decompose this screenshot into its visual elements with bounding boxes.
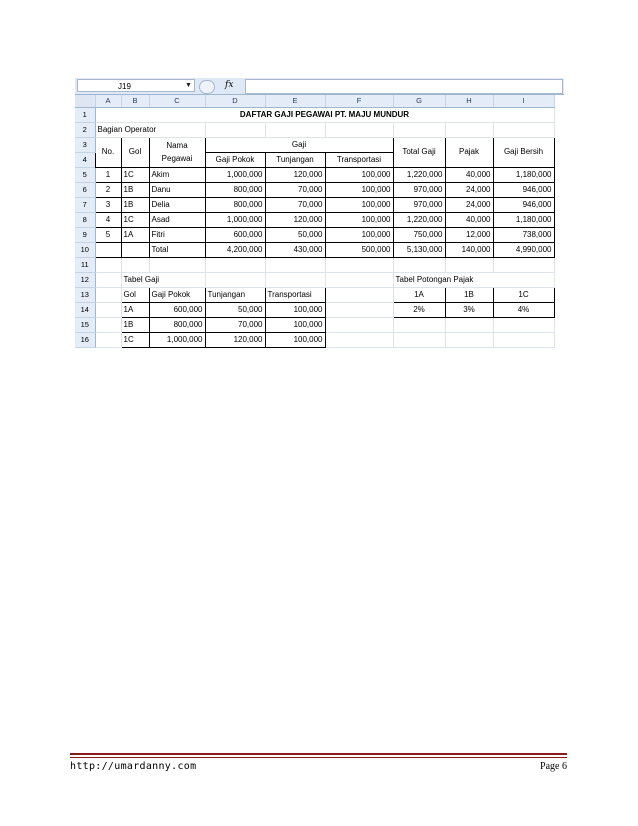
cell[interactable] [95, 302, 121, 317]
tabel-gaji-cell[interactable]: 1C [121, 332, 149, 347]
cell-gaji-bersih[interactable]: 738,000 [493, 227, 554, 242]
tabel-gaji-cell[interactable]: 600,000 [149, 302, 205, 317]
total-label[interactable]: Total [149, 242, 205, 257]
row-header[interactable]: 7 [75, 197, 95, 212]
total-row [75, 242, 554, 257]
column-header[interactable]: A [95, 95, 121, 107]
tabel-gaji-cell[interactable]: 100,000 [265, 332, 325, 347]
row-header[interactable]: 6 [75, 182, 95, 197]
cell[interactable] [205, 122, 265, 137]
cell[interactable] [121, 242, 149, 257]
cell[interactable] [205, 257, 265, 272]
cell[interactable] [325, 257, 393, 272]
worksheet-grid [75, 95, 555, 348]
cell[interactable] [95, 272, 121, 287]
cell-pajak[interactable]: 24,000 [445, 197, 493, 212]
footer-divider [70, 753, 567, 755]
cell[interactable] [445, 317, 493, 332]
header-gaji-bersih[interactable]: Gaji Bersih [493, 137, 554, 167]
chevron-down-icon[interactable]: ▼ [185, 82, 192, 89]
sheet-row [75, 317, 554, 332]
table-row [75, 212, 554, 227]
cell-tunjangan[interactable]: 50,000 [265, 227, 325, 242]
header-nama[interactable]: Nama Pegawai [149, 137, 205, 167]
cell-total-gaji[interactable]: 1,220,000 [393, 167, 445, 182]
cell[interactable] [325, 317, 393, 332]
tabel-gaji-cell[interactable]: 100,000 [265, 302, 325, 317]
row-header[interactable]: 4 [75, 152, 95, 167]
sheet-row [75, 257, 554, 272]
cell[interactable] [493, 317, 554, 332]
cell[interactable] [393, 257, 445, 272]
cell-nama[interactable]: Danu [149, 182, 205, 197]
column-headers [75, 95, 554, 107]
cell[interactable] [149, 257, 205, 272]
cell[interactable] [445, 332, 493, 347]
cell[interactable] [95, 332, 121, 347]
cell-gaji-pokok[interactable]: 800,000 [205, 182, 265, 197]
cell-pajak[interactable]: 12,000 [445, 227, 493, 242]
cell[interactable] [445, 257, 493, 272]
total-total-gaji[interactable]: 5,130,000 [393, 242, 445, 257]
cell-no[interactable]: 3 [95, 197, 121, 212]
cell[interactable] [205, 272, 265, 287]
title-cell[interactable] [95, 107, 554, 122]
sheet-title: DAFTAR GAJI PEGAWAI PT. MAJU MUNDUR [239, 109, 410, 119]
header-no[interactable]: No. [95, 137, 121, 167]
select-all-corner[interactable] [75, 95, 95, 107]
formula-input[interactable] [245, 79, 563, 94]
tabel-gaji-title[interactable]: Tabel Gaji [121, 272, 205, 287]
sheet-row [75, 287, 554, 302]
cell-no[interactable]: 4 [95, 212, 121, 227]
cell-transportasi[interactable]: 100,000 [325, 182, 393, 197]
tabel-gaji-cell[interactable]: 100,000 [265, 317, 325, 332]
spreadsheet-screenshot [75, 78, 564, 370]
cell-gaji-pokok[interactable]: 1,000,000 [205, 212, 265, 227]
cell-gaji-bersih[interactable]: 946,000 [493, 197, 554, 212]
cell[interactable] [265, 272, 325, 287]
row-header[interactable]: 5 [75, 167, 95, 182]
cell-transportasi[interactable]: 100,000 [325, 212, 393, 227]
formula-bar [75, 78, 564, 95]
cell[interactable] [325, 287, 393, 302]
table-row [75, 167, 554, 182]
table-row [75, 197, 554, 212]
footer-url[interactable]: http://umardanny.com [70, 761, 197, 772]
cell-total-gaji[interactable]: 970,000 [393, 182, 445, 197]
cell[interactable] [393, 122, 445, 137]
cell[interactable] [95, 257, 121, 272]
row-header[interactable]: 8 [75, 212, 95, 227]
cell[interactable] [393, 317, 445, 332]
cell-gaji-bersih[interactable]: 946,000 [493, 182, 554, 197]
cell-no[interactable]: 5 [95, 227, 121, 242]
cell-gaji-pokok[interactable]: 600,000 [205, 227, 265, 242]
name-box[interactable]: J19 [77, 79, 195, 92]
tabel-gaji-header[interactable]: Tunjangan [205, 287, 265, 302]
tabel-pajak-header[interactable]: 1A [393, 287, 445, 302]
cell-pajak[interactable]: 40,000 [445, 167, 493, 182]
column-header[interactable]: H [445, 95, 493, 107]
tabel-gaji-header[interactable]: Transportasi [265, 287, 325, 302]
footer-page-number: Page 6 [540, 761, 567, 772]
tabel-pajak-title[interactable]: Tabel Potongan Pajak [393, 272, 554, 287]
cell[interactable] [493, 257, 554, 272]
cell[interactable] [393, 332, 445, 347]
sheet-row [75, 137, 554, 152]
column-header[interactable]: G [393, 95, 445, 107]
tabel-gaji-cell[interactable]: 50,000 [205, 302, 265, 317]
formula-cancel-icon[interactable] [199, 80, 215, 94]
cell-tunjangan[interactable]: 70,000 [265, 182, 325, 197]
header-gaji[interactable]: Gaji [205, 137, 393, 152]
row-header[interactable]: 12 [75, 272, 95, 287]
total-pajak[interactable]: 140,000 [445, 242, 493, 257]
tabel-pajak-header[interactable]: 1B [445, 287, 493, 302]
cell-gol[interactable]: 1B [121, 182, 149, 197]
cell-gaji-pokok[interactable]: 800,000 [205, 197, 265, 212]
cell[interactable] [493, 122, 554, 137]
cell-total-gaji[interactable]: 1,220,000 [393, 212, 445, 227]
function-icon[interactable]: fx [225, 80, 234, 90]
row-header[interactable]: 9 [75, 227, 95, 242]
cell-nama[interactable]: Fitri [149, 227, 205, 242]
tabel-gaji-cell[interactable]: 1,000,000 [149, 332, 205, 347]
cell[interactable] [445, 122, 493, 137]
cell[interactable] [325, 302, 393, 317]
tabel-gaji-cell[interactable]: 70,000 [205, 317, 265, 332]
column-header[interactable]: C [149, 95, 205, 107]
cell-pajak[interactable]: 24,000 [445, 182, 493, 197]
table-row [75, 227, 554, 242]
header-gaji-pokok[interactable]: Gaji Pokok [205, 152, 265, 167]
header-gol[interactable]: Gol [121, 137, 149, 167]
row-header[interactable]: 11 [75, 257, 95, 272]
total-transportasi[interactable]: 500,000 [325, 242, 393, 257]
row-header[interactable]: 3 [75, 137, 95, 152]
sheet-row [75, 272, 554, 287]
header-total-gaji[interactable]: Total Gaji [393, 137, 445, 167]
cell-gol[interactable]: 1A [121, 227, 149, 242]
cell[interactable] [95, 287, 121, 302]
tabel-gaji-cell[interactable]: 1A [121, 302, 149, 317]
cell-no[interactable]: 2 [95, 182, 121, 197]
cell-nama[interactable]: Delia [149, 197, 205, 212]
tabel-pajak-value[interactable]: 2% [393, 302, 445, 317]
row-header[interactable]: 10 [75, 242, 95, 257]
cell-transportasi[interactable]: 100,000 [325, 227, 393, 242]
total-gaji-pokok[interactable]: 4,200,000 [205, 242, 265, 257]
cell[interactable] [325, 122, 393, 137]
tabel-gaji-cell[interactable]: 120,000 [205, 332, 265, 347]
tabel-gaji-header[interactable]: Gol [121, 287, 149, 302]
row-header[interactable]: 16 [75, 332, 95, 347]
row-header[interactable]: 13 [75, 287, 95, 302]
cell-nama[interactable]: Akim [149, 167, 205, 182]
sheet-row [75, 107, 554, 122]
cell-gaji-bersih[interactable]: 1,180,000 [493, 167, 554, 182]
cell-tunjangan[interactable]: 120,000 [265, 212, 325, 227]
cell-gol[interactable]: 1C [121, 167, 149, 182]
column-header[interactable]: B [121, 95, 149, 107]
cell-nama[interactable]: Asad [149, 212, 205, 227]
cell-transportasi[interactable]: 100,000 [325, 167, 393, 182]
footer-divider [70, 757, 567, 758]
cell-gaji-bersih[interactable]: 1,180,000 [493, 212, 554, 227]
sheet-row [75, 302, 554, 317]
tabel-pajak-header[interactable]: 1C [493, 287, 554, 302]
column-header[interactable]: E [265, 95, 325, 107]
cell-tunjangan[interactable]: 120,000 [265, 167, 325, 182]
header-transportasi[interactable]: Transportasi [325, 152, 393, 167]
row-header[interactable]: 15 [75, 317, 95, 332]
cell-transportasi[interactable]: 100,000 [325, 197, 393, 212]
section-label[interactable]: Bagian Operator [95, 122, 205, 137]
sheet-row [75, 122, 554, 137]
header-pajak[interactable]: Pajak [445, 137, 493, 167]
total-gaji-bersih[interactable]: 4,990,000 [493, 242, 554, 257]
tabel-pajak-value[interactable]: 3% [445, 302, 493, 317]
row-header[interactable]: 1 [75, 107, 95, 122]
cell-gol[interactable]: 1C [121, 212, 149, 227]
total-tunjangan[interactable]: 430,000 [265, 242, 325, 257]
cell[interactable] [95, 317, 121, 332]
sheet-row [75, 332, 554, 347]
cell-total-gaji[interactable]: 750,000 [393, 227, 445, 242]
cell[interactable] [121, 257, 149, 272]
cell[interactable] [95, 242, 121, 257]
header-tunjangan[interactable]: Tunjangan [265, 152, 325, 167]
row-header[interactable]: 2 [75, 122, 95, 137]
cell[interactable] [265, 257, 325, 272]
row-header[interactable]: 14 [75, 302, 95, 317]
cell[interactable] [493, 332, 554, 347]
cell-gol[interactable]: 1B [121, 197, 149, 212]
cell-tunjangan[interactable]: 70,000 [265, 197, 325, 212]
cell-pajak[interactable]: 40,000 [445, 212, 493, 227]
tabel-gaji-header[interactable]: Gaji Pokok [149, 287, 205, 302]
cell[interactable] [325, 332, 393, 347]
column-header[interactable]: I [493, 95, 554, 107]
cell-gaji-pokok[interactable]: 1,000,000 [205, 167, 265, 182]
column-header[interactable]: D [205, 95, 265, 107]
tabel-gaji-cell[interactable]: 1B [121, 317, 149, 332]
table-row [75, 182, 554, 197]
cell-total-gaji[interactable]: 970,000 [393, 197, 445, 212]
tabel-pajak-value[interactable]: 4% [493, 302, 554, 317]
cell[interactable] [325, 272, 393, 287]
column-header[interactable]: F [325, 95, 393, 107]
cell[interactable] [265, 122, 325, 137]
cell-no[interactable]: 1 [95, 167, 121, 182]
tabel-gaji-cell[interactable]: 800,000 [149, 317, 205, 332]
